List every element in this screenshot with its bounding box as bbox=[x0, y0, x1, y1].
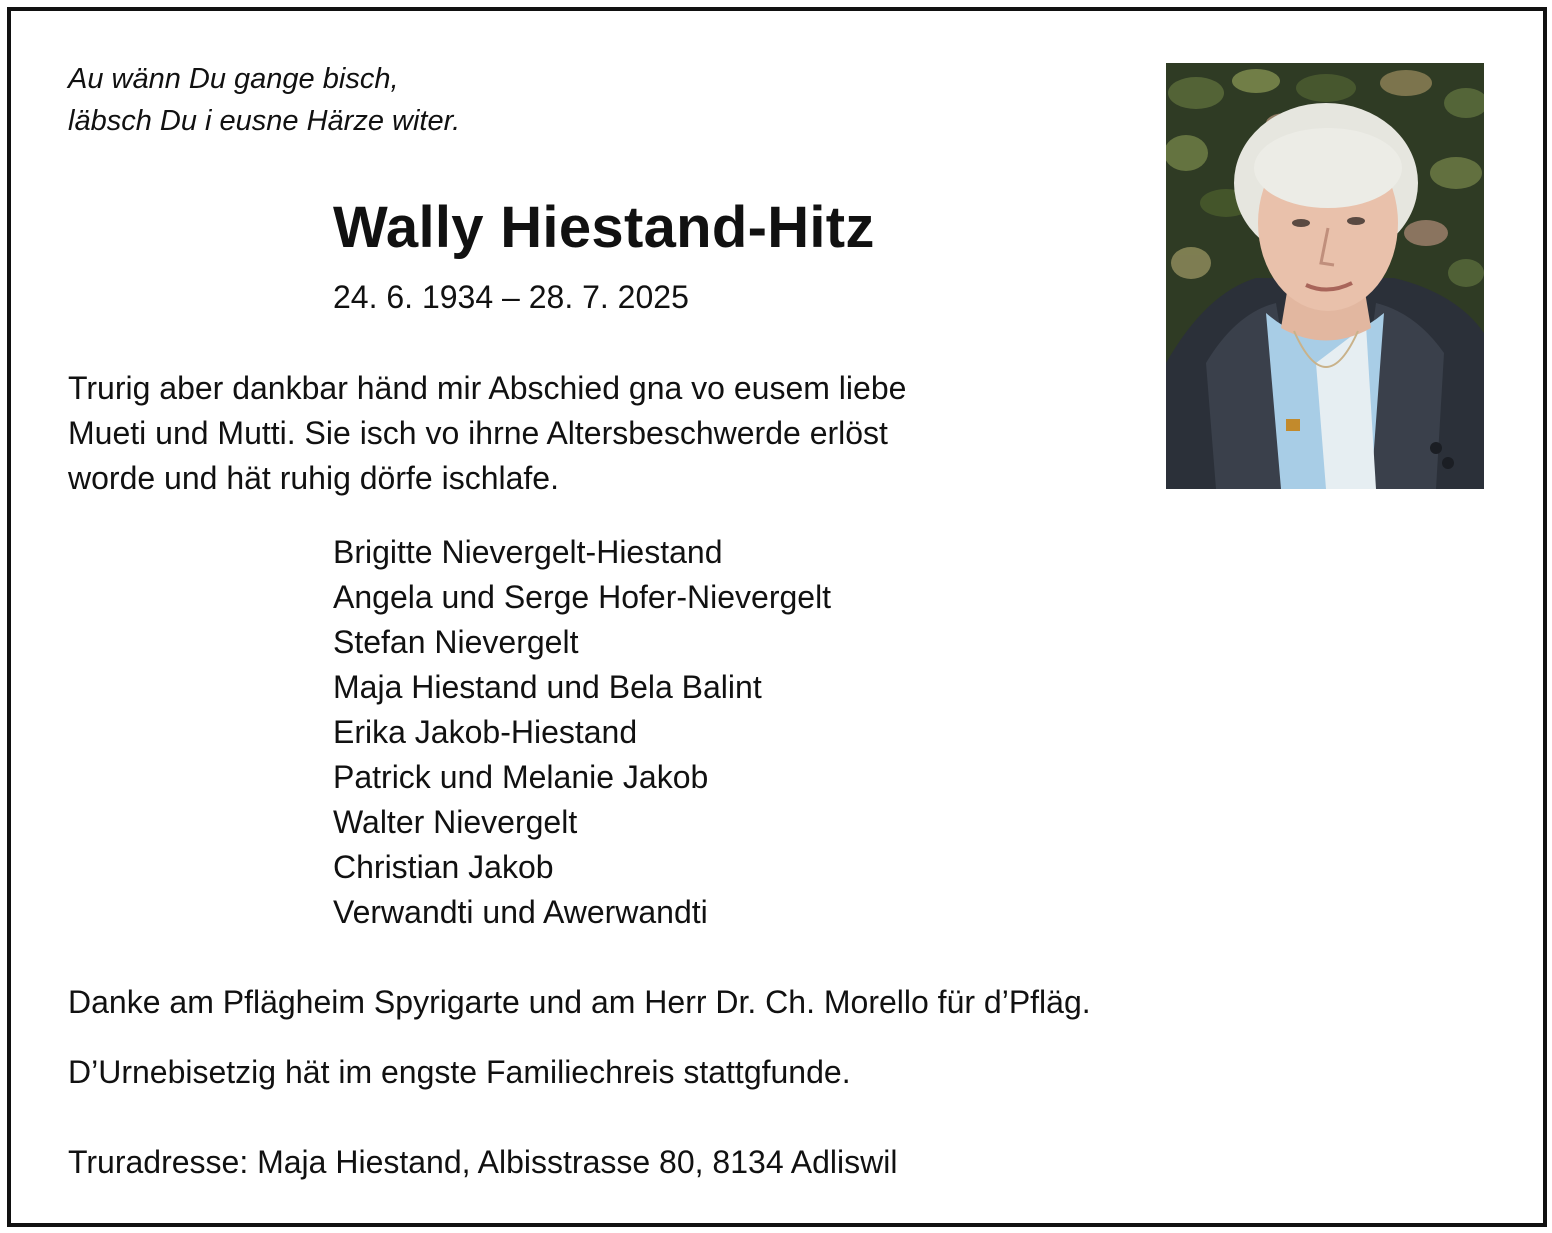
motto bbox=[68, 58, 460, 142]
portrait-photo bbox=[1166, 63, 1484, 489]
mourner-item: Maja Hiestand und Bela Balint bbox=[333, 669, 762, 705]
portrait-illustration bbox=[1166, 63, 1484, 489]
mourner-item: Brigitte Nievergelt-Hiestand bbox=[333, 534, 723, 570]
message-line: worde und hät ruhig dörfe ischlafe. bbox=[68, 460, 559, 496]
life-dates: 24. 6. 1934 – 28. 7. 2025 bbox=[333, 279, 689, 315]
mourner-item: Stefan Nievergelt bbox=[333, 624, 579, 660]
message-line: Mueti und Mutti. Sie isch vo ihrne Altersbeschwerde erlöst bbox=[68, 415, 888, 451]
mourners-list bbox=[333, 530, 831, 935]
mourner-item: Angela und Serge Hofer-Nievergelt bbox=[333, 579, 832, 615]
farewell-message bbox=[68, 366, 1108, 501]
deceased-name: Wally Hiestand-Hitz bbox=[333, 195, 875, 260]
mourner-item: Erika Jakob-Hiestand bbox=[333, 714, 638, 750]
motto-line: Au wänn Du gange bisch, bbox=[68, 63, 399, 95]
mourner-item: Patrick und Melanie Jakob bbox=[333, 759, 709, 795]
mourner-item: Verwandti und Awerwandti bbox=[333, 894, 708, 930]
motto-line: läbsch Du i eusne Härze witer. bbox=[68, 105, 461, 137]
funeral-note: D’Urnebisetzig hät im engste Familiechreis stattgfunde. bbox=[68, 1054, 851, 1090]
message-line: Trurig aber dankbar händ mir Abschied gna vo eusem liebe bbox=[68, 370, 907, 406]
mourner-item: Christian Jakob bbox=[333, 849, 554, 885]
thanks-note: Danke am Pflägheim Spyrigarte und am Herr Dr. Ch. Morello für d’Pfläg. bbox=[68, 984, 1091, 1020]
mourner-item: Walter Nievergelt bbox=[333, 804, 578, 840]
mourning-address: Truradresse: Maja Hiestand, Albisstrasse 80, 8134 Adliswil bbox=[68, 1144, 898, 1180]
